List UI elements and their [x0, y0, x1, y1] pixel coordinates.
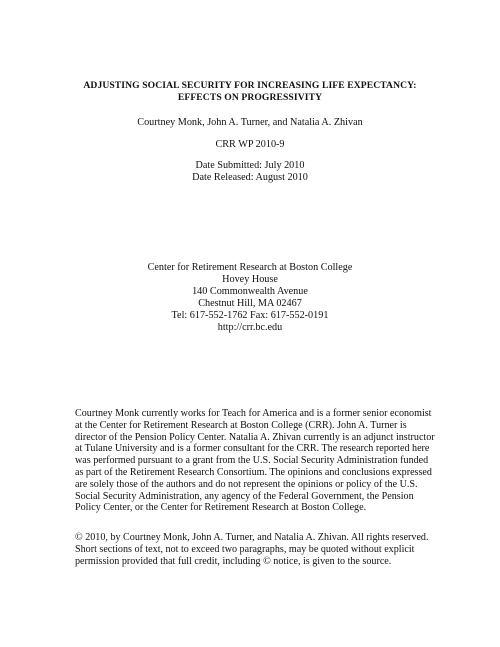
date-block [0, 160, 500, 185]
disclaimer-line: Courtney Monk currently works for Teach for America and is a former senior economist [75, 408, 432, 419]
date-released: Date Released: August 2010 [192, 172, 308, 184]
address-phone-fax: Tel: 617-552-1762 Fax: 617-552-0191 [171, 310, 329, 321]
disclaimer-line: Policy Center, or the Center for Retirement Research at Boston College. [75, 502, 367, 514]
address-block [0, 262, 500, 334]
paper-title [0, 80, 500, 104]
copyright-line: permission provided that full credit, including © notice, is given to the source. [75, 555, 392, 567]
copyright-paragraph [75, 532, 435, 567]
copyright-line: Short sections of text, not to exceed two paragraphs, may be quoted without explicit [75, 543, 415, 555]
working-paper-number: CRR WP 2010-9 [215, 139, 285, 150]
disclaimer-line: at Tulane University and is a former consultant for the CRR. The research reported here [75, 443, 430, 455]
address-org: Center for Retirement Research at Boston College [147, 262, 353, 273]
address-building: Hovey House [222, 274, 278, 285]
address-street: 140 Commonwealth Avenue [192, 286, 308, 297]
title-line-1: ADJUSTING SOCIAL SECURITY FOR INCREASING LIFE EXPECTANCY: [83, 80, 417, 91]
disclaimer-line: at the Center for Retirement Research at Boston College (CRR). John A. Turner is [75, 419, 407, 431]
address-website: http://crr.bc.edu [217, 322, 283, 333]
author-list: Courtney Monk, John A. Turner, and Natalia A. Zhivan [137, 117, 363, 128]
title-line-2: EFFECTS ON PROGRESSIVITY [177, 92, 323, 103]
disclaimer-line: director of the Pension Policy Center. Natalia A. Zhivan currently is an adjunct instructor [75, 431, 435, 443]
disclaimer-paragraph [75, 408, 435, 514]
disclaimer-line: as part of the Retirement Research Consortium. The opinions and conclusions expressed [75, 466, 432, 478]
disclaimer-line: was performed pursuant to a grant from the U.S. Social Security Administration funded [75, 455, 429, 467]
address-city: Chestnut Hill, MA 02467 [198, 298, 302, 309]
date-submitted: Date Submitted: July 2010 [195, 160, 305, 171]
disclaimer-line: are solely those of the authors and do not represent the opinions or policy of the U.S. [75, 478, 418, 490]
disclaimer-line: Social Security Administration, any agency of the Federal Government, the Pension [75, 490, 414, 502]
copyright-line: © 2010, by Courtney Monk, John A. Turner, and Natalia A. Zhivan. All rights reserved. [75, 532, 429, 543]
